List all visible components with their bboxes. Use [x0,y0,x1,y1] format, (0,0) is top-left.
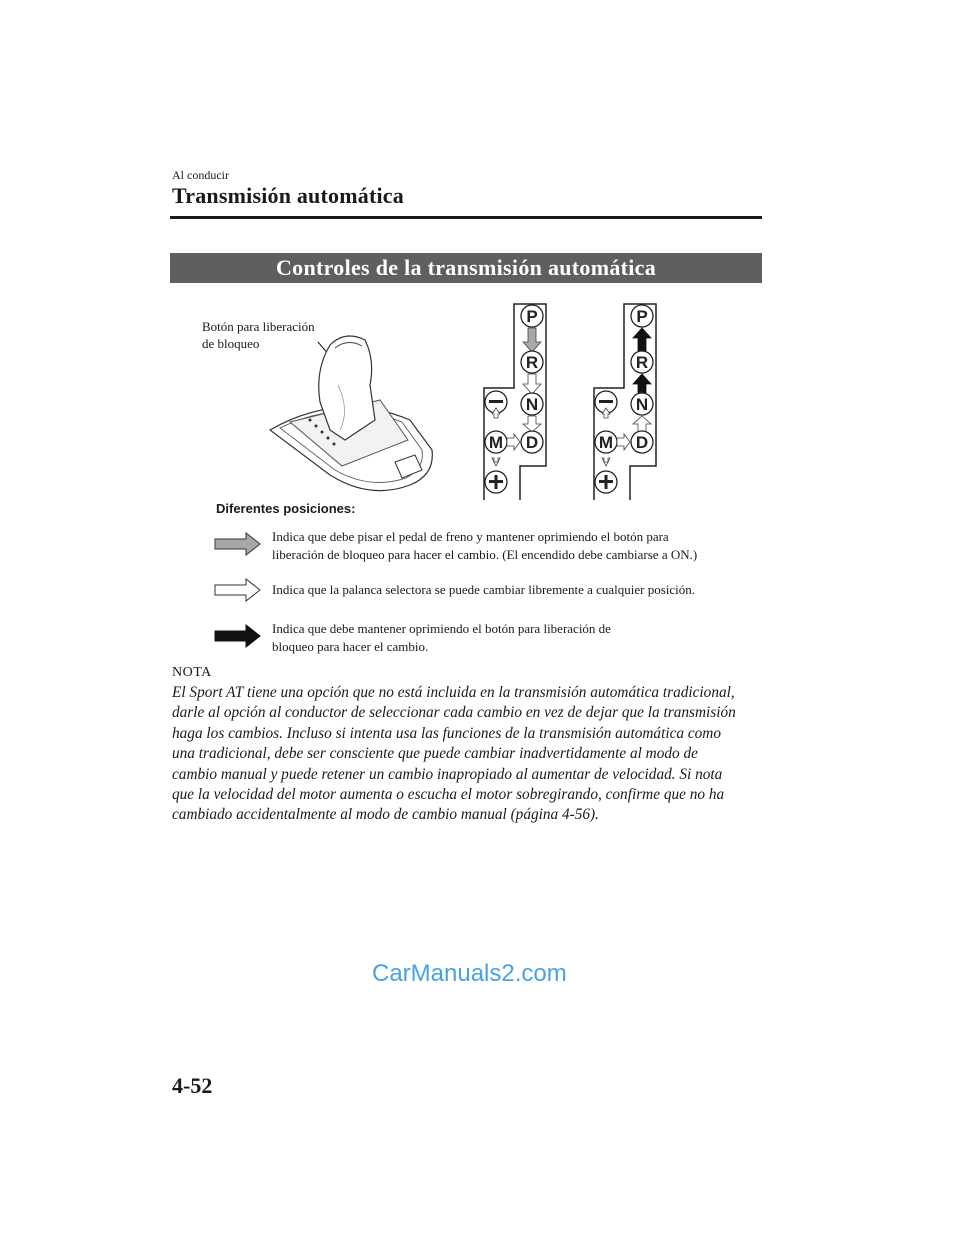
position-n-label: N [635,395,649,414]
legend-title: Diferentes posiciones: [216,501,356,516]
note-line-3: haga los cambios. Incluso si intenta usa las funciones de la transmisión automática como [172,724,721,742]
legend-item-gray-line-1: Indica que debe pisar el pedal de freno y mantener oprimiendo el botón para [272,529,669,544]
position-m-label: M [598,433,614,452]
note-text [172,683,762,826]
note-line-5: cambio manual y puede retener un cambio inapropiado al aumentar de velocidad. Si nota [172,765,723,783]
position-p-label: P [636,307,648,326]
note-line-7: cambiado accidentalmente al modo de cambio manual (página 4-56). [172,806,599,824]
legend-item-black-line-1: Indica que debe mantener oprimiendo el botón para liberación de [272,621,611,636]
callout-line-2: de bloqueo [202,336,260,351]
note-line-4: una tradicional, debe ser consciente que puede cambiar inadvertidamente al modo de [172,745,698,763]
shift-lever-illustration [170,290,690,500]
shift-lever-console-drawing [270,336,432,491]
note-label: NOTA [172,665,212,680]
shift-pattern-diagram-right [594,304,656,500]
position-d-label: D [635,433,649,452]
watermark: CarManuals2.com [372,960,567,987]
legend-item-black-line-2: bloqueo para hacer el cambio. [272,639,429,654]
position-m-label: M [488,433,504,452]
page-number: 4-52 [172,1073,213,1098]
position-p-label: P [526,307,538,326]
shift-pattern-diagram-left [484,304,546,500]
position-d-label: D [525,433,539,452]
position-n-label: N [525,395,539,414]
note-line-1: El Sport AT tiene una opción que no está incluida en la transmisión automática tradicional, [172,684,735,701]
legend-item-gray-line-2: liberación de bloqueo para hacer el cambio. (El encendido debe cambiarse a ON.) [272,547,698,562]
title-rule [170,216,762,219]
section-title: Transmisión automática [172,183,404,208]
note-line-2: darle al opción al conductor de seleccionar cada cambio en vez de dejar que la transmisión [172,704,736,722]
note-line-6: que la velocidad del motor aumenta o escucha el motor sobregirando, confirme que no ha [172,786,725,804]
legend-item-outline-line-1: Indica que la palanca selectora se puede cambiar libremente a cualquier posición. [272,582,696,597]
outline-arrow-icon [214,578,262,602]
callout-line-1: Botón para liberación [202,319,315,334]
banner-title: Controles de la transmisión automática [170,253,762,283]
section-label: Al conducir [172,168,229,182]
gray-filled-arrow-icon [214,532,262,556]
plus-icon-v [495,475,498,489]
minus-icon [489,400,503,403]
plus-icon-v [605,475,608,489]
position-r-label: R [525,353,539,372]
minus-icon [599,400,613,403]
black-filled-arrow-icon [214,624,262,648]
position-r-label: R [635,353,649,372]
